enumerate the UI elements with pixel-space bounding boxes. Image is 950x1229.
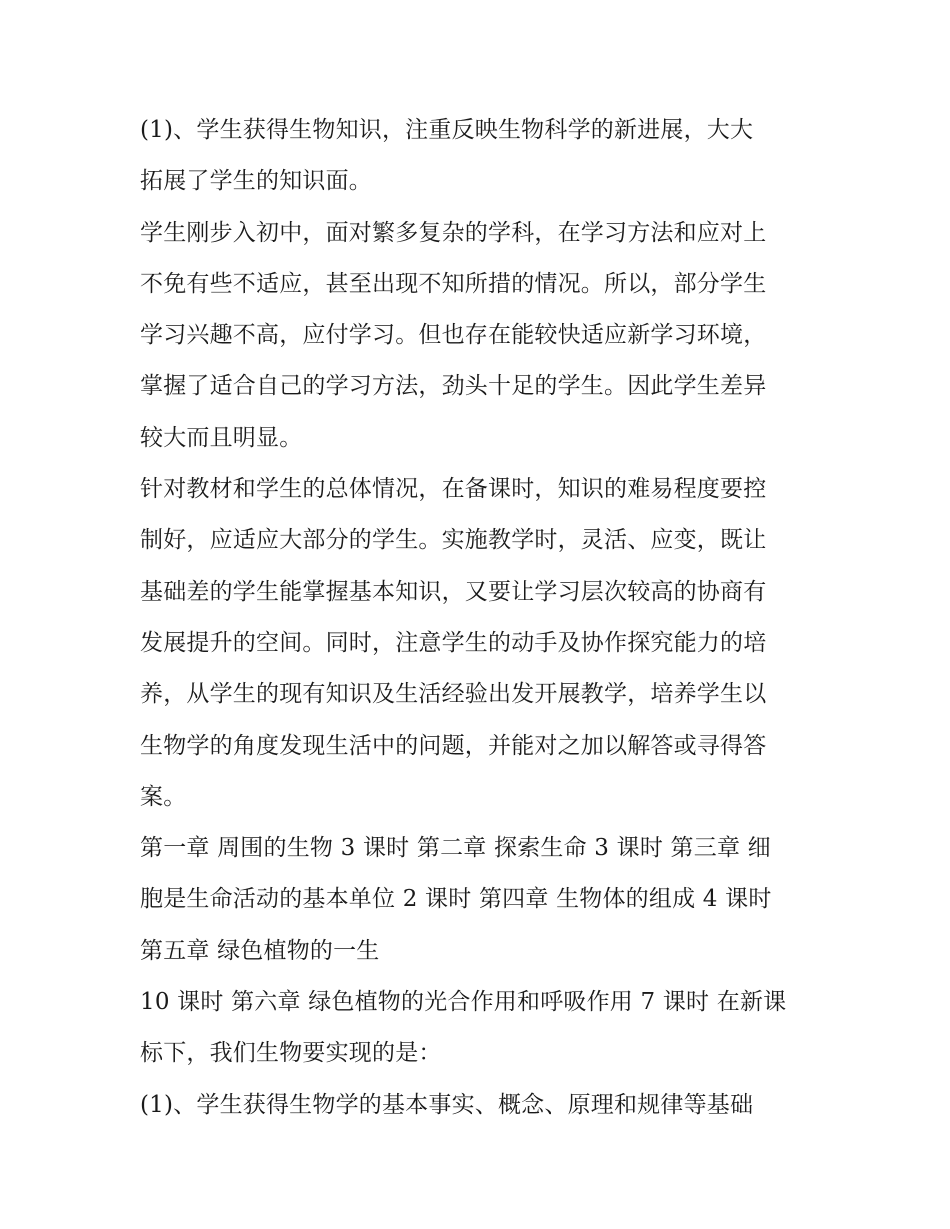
text-line: 学生刚步入初中，面对繁多复杂的学科，在学习方法和应对上	[140, 219, 767, 246]
text-line: 不免有些不适应，甚至出现不知所措的情况。所以，部分学生	[140, 270, 767, 297]
text-line: 掌握了适合自己的学习方法，劲头十足的学生。因此学生差异	[140, 373, 767, 400]
document-body	[140, 105, 820, 1131]
text-line: 较大而且明显。	[140, 424, 303, 451]
text-line: 基础差的学生能掌握基本知识，又要让学习层次较高的协商有	[140, 578, 767, 605]
text-line: 10 课时 第六章 绿色植物的光合作用和呼吸作用 7 课时 在新课	[140, 989, 787, 1016]
text-line: 拓展了学生的知识面。	[140, 168, 372, 195]
text-line: 发展提升的空间。同时，注意学生的动手及协作探究能力的培	[140, 629, 767, 656]
text-line: 第五章 绿色植物的一生	[140, 937, 380, 964]
text-line: 案。	[140, 783, 187, 810]
text-line: 第一章 周围的生物 3 课时 第二章 探索生命 3 课时 第三章 细	[140, 835, 771, 862]
text-line: (1)、学生获得生物知识，注重反映生物科学的新进展，大大	[140, 117, 754, 143]
text-line: 胞是生命活动的基本单位 2 课时 第四章 生物体的组成 4 课时	[140, 886, 772, 913]
text-line: (1)、学生获得生物学的基本事实、概念、原理和规律等基础	[140, 1091, 754, 1118]
text-line: 生物学的角度发现生活中的问题，并能对之加以解答或寻得答	[140, 732, 767, 759]
text-line: 针对教材和学生的总体情况，在备课时，知识的难易程度要控	[140, 476, 767, 503]
text-line: 制好，应适应大部分的学生。实施教学时，灵活、应变，既让	[140, 527, 767, 554]
text-line: 养，从学生的现有知识及生活经验出发开展教学，培养学生以	[140, 681, 767, 708]
text-line: 标下，我们生物要实现的是：	[140, 1040, 442, 1067]
text-line: 学习兴趣不高，应付学习。但也存在能较快适应新学习环境，	[140, 322, 767, 349]
